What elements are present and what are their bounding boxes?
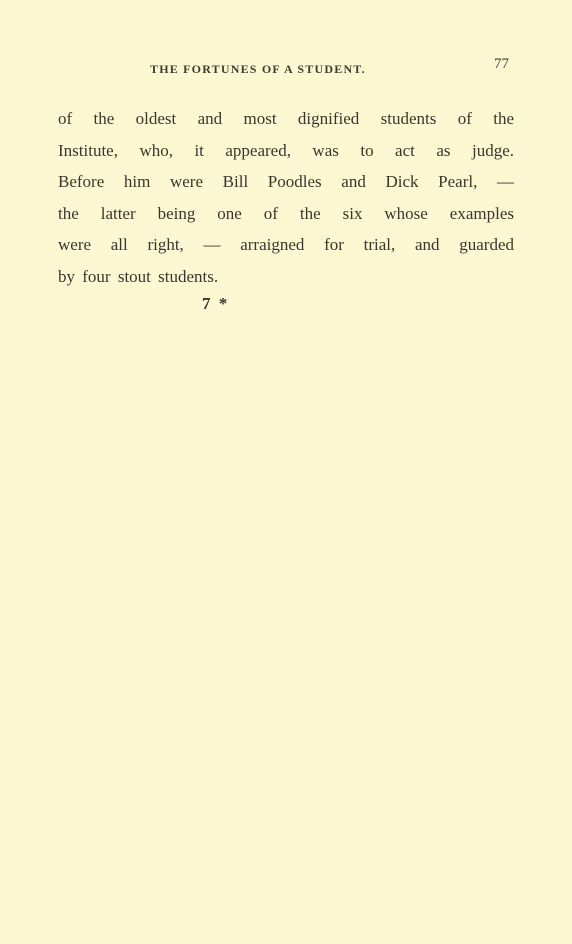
running-head: THE FORTUNES OF A STUDENT. bbox=[150, 62, 366, 76]
text-line: the latter being one of the six whose examples bbox=[58, 203, 514, 223]
text-line: Institute, who, it appeared, was to act as judge. bbox=[58, 140, 514, 160]
page-number: 77 bbox=[494, 56, 509, 72]
text-line: Before him were Bill Poodles and Dick Pearl, — bbox=[58, 172, 514, 191]
text-line: were all right, — arraigned for trial, and guarded bbox=[58, 235, 514, 254]
text-line: of the oldest and most dignified students of the bbox=[58, 109, 514, 128]
text-line: by four stout students. bbox=[58, 266, 219, 286]
signature-mark: 7 * bbox=[202, 294, 230, 313]
body-paragraph bbox=[58, 103, 514, 292]
